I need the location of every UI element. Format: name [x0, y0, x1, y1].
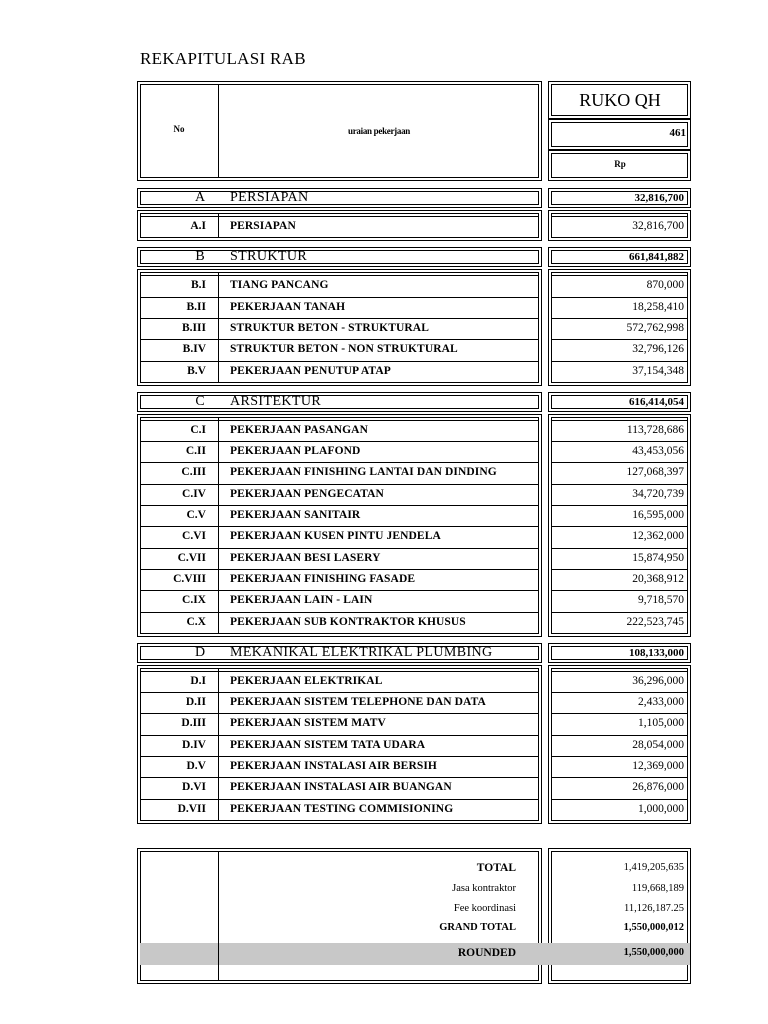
total-label: TOTAL — [476, 862, 516, 874]
row-code: A.I — [190, 220, 206, 232]
row-line — [140, 590, 539, 591]
row-line — [140, 671, 539, 672]
row-value: 43,453,056 — [632, 445, 684, 458]
row-value-line — [551, 590, 688, 591]
row-value-line — [551, 569, 688, 570]
row-name: PEKERJAAN SISTEM TATA UDARA — [230, 738, 426, 751]
row-line — [140, 275, 539, 276]
row-value-line — [551, 339, 688, 340]
row-name: PEKERJAAN PENGECATAN — [230, 487, 384, 500]
section-code: B — [195, 249, 205, 265]
row-value-line — [551, 462, 688, 463]
row-name: PEKERJAAN FINISHING LANTAI DAN DINDING — [230, 466, 497, 479]
section-rows-divider — [218, 272, 219, 383]
row-value: 16,595,000 — [632, 509, 684, 521]
row-value: 37,154,348 — [632, 364, 684, 377]
row-code: C.VI — [182, 530, 206, 543]
row-line — [140, 799, 539, 800]
row-value-line — [551, 318, 688, 319]
row-value: 32,816,700 — [632, 220, 684, 232]
row-value-line — [551, 526, 688, 527]
row-line — [140, 612, 539, 613]
row-value-line — [551, 216, 688, 217]
grand-total-label: GRAND TOTAL — [439, 922, 516, 933]
row-code: B.I — [190, 279, 206, 292]
row-name: PEKERJAAN TANAH — [230, 300, 346, 313]
row-value-line — [551, 612, 688, 613]
row-code: C.I — [190, 423, 206, 436]
grand-total-value: 1,550,000,012 — [623, 922, 684, 933]
row-name: PEKERJAAN ELEKTRIKAL — [230, 674, 383, 687]
row-name: PEKERJAAN INSTALASI AIR BUANGAN — [230, 781, 452, 794]
row-value: 572,762,998 — [626, 321, 684, 334]
jasa-value: 119,668,189 — [631, 883, 684, 894]
row-value-line — [551, 777, 688, 778]
total-value: 1,419,205,635 — [623, 862, 684, 873]
section-name: PERSIAPAN — [230, 190, 309, 205]
row-name: PERSIAPAN — [230, 220, 296, 232]
row-name: PEKERJAAN BESI LASERY — [230, 551, 381, 564]
row-name: PEKERJAAN SISTEM TELEPHONE DAN DATA — [230, 696, 486, 709]
row-code: B.II — [186, 300, 206, 313]
row-name: STRUKTUR BETON - STRUKTURAL — [230, 321, 429, 334]
section-value: 661,841,882 — [629, 251, 684, 264]
section-rows-divider — [218, 417, 219, 634]
row-code: D.I — [190, 674, 206, 687]
row-code: C.VII — [177, 551, 206, 564]
row-code: D.V — [186, 760, 206, 772]
row-line — [140, 569, 539, 570]
row-line — [140, 462, 539, 463]
row-code: C.II — [185, 445, 206, 458]
section-code: C — [195, 393, 205, 409]
section-value: 32,816,700 — [634, 192, 684, 204]
rounded-value: 1,550,000,000 — [623, 947, 684, 958]
row-line — [140, 361, 539, 362]
row-line — [140, 318, 539, 319]
row-name: STRUKTUR BETON - NON STRUKTURAL — [230, 343, 458, 356]
section-value: 108,133,000 — [629, 646, 684, 659]
row-code: B.IV — [182, 343, 206, 356]
row-line — [140, 505, 539, 506]
header-unit: Rp — [614, 159, 626, 169]
row-name: PEKERJAAN LAIN - LAIN — [230, 594, 373, 607]
row-code: D.VI — [182, 781, 206, 794]
row-line — [140, 713, 539, 714]
section-name: STRUKTUR — [230, 249, 308, 265]
header-project-name: RUKO QH — [579, 90, 661, 110]
row-line — [140, 756, 539, 757]
row-value-line — [551, 297, 688, 298]
row-code: C.V — [186, 509, 206, 521]
row-code: D.III — [181, 717, 206, 730]
header-uraian: uraian pekerjaan — [348, 126, 410, 136]
page-title: REKAPITULASI RAB — [140, 49, 306, 68]
row-value: 1,000,000 — [638, 802, 684, 815]
row-line — [140, 777, 539, 778]
row-value-line — [551, 548, 688, 549]
row-line — [140, 420, 539, 421]
row-line — [140, 526, 539, 527]
row-name: PEKERJAAN SANITAIR — [230, 509, 361, 521]
row-line — [140, 735, 539, 736]
row-code: C.X — [186, 615, 206, 628]
row-line — [140, 216, 539, 217]
row-value-line — [551, 671, 688, 672]
row-value: 26,876,000 — [632, 781, 684, 794]
row-value-line — [551, 756, 688, 757]
row-line — [140, 548, 539, 549]
row-value: 36,296,000 — [632, 674, 684, 687]
row-value: 15,874,950 — [632, 551, 684, 564]
row-value: 222,523,745 — [626, 615, 684, 628]
row-code: D.VII — [177, 802, 206, 815]
row-code: D.IV — [182, 738, 206, 751]
row-value-line — [551, 713, 688, 714]
row-code: C.IX — [182, 594, 206, 607]
row-value: 9,718,570 — [638, 594, 684, 607]
row-value: 113,728,686 — [626, 423, 684, 436]
row-name: PEKERJAAN SISTEM MATV — [230, 717, 386, 730]
section-code: A — [194, 190, 206, 205]
row-value-line — [551, 275, 688, 276]
row-name: TIANG PANCANG — [230, 279, 329, 292]
header-volume: 461 — [669, 127, 686, 139]
section-code: D — [194, 644, 206, 660]
row-name: PEKERJAAN PLAFOND — [230, 445, 361, 458]
row-name: PEKERJAAN FINISHING FASADE — [230, 572, 416, 585]
row-code: C.III — [181, 466, 206, 479]
row-code: B.III — [182, 321, 206, 334]
row-value-line — [551, 420, 688, 421]
row-value-line — [551, 692, 688, 693]
header-no: No — [173, 124, 185, 134]
row-value-line — [551, 735, 688, 736]
row-name: PEKERJAAN PENUTUP ATAP — [230, 364, 391, 377]
row-value: 34,720,739 — [632, 487, 684, 500]
section-value: 616,414,054 — [629, 395, 684, 408]
totals-divider — [218, 851, 219, 981]
row-value: 127,068,397 — [626, 466, 684, 479]
jasa-label: Jasa kontraktor — [452, 883, 516, 894]
row-name: PEKERJAAN TESTING COMMISIONING — [230, 802, 454, 815]
row-name: PEKERJAAN SUB KONTRAKTOR KHUSUS — [230, 615, 466, 628]
row-name: PEKERJAAN KUSEN PINTU JENDELA — [230, 530, 441, 543]
row-value: 1,105,000 — [638, 717, 684, 730]
row-code: D.II — [185, 696, 206, 709]
row-name: PEKERJAAN INSTALASI AIR BERSIH — [230, 760, 437, 772]
rounded-label: ROUNDED — [457, 947, 516, 959]
row-value: 2,433,000 — [638, 696, 684, 709]
row-line — [140, 692, 539, 693]
row-value: 20,368,912 — [632, 572, 684, 585]
row-value: 12,362,000 — [632, 530, 684, 543]
row-line — [140, 297, 539, 298]
row-value-line — [551, 799, 688, 800]
row-code: C.VIII — [173, 572, 206, 585]
fee-value: 11,126,187.25 — [624, 903, 684, 914]
row-value-line — [551, 505, 688, 506]
row-value: 870,000 — [646, 279, 684, 292]
row-line — [140, 339, 539, 340]
row-value-line — [551, 484, 688, 485]
section-name: ARSITEKTUR — [230, 393, 322, 409]
row-name: PEKERJAAN PASANGAN — [230, 423, 368, 436]
row-line — [140, 484, 539, 485]
row-code: C.IV — [182, 487, 206, 500]
section-name: MEKANIKAL ELEKTRIKAL PLUMBING — [230, 644, 493, 660]
fee-label: Fee koordinasi — [453, 903, 516, 914]
row-value-line — [551, 441, 688, 442]
row-line — [140, 441, 539, 442]
row-code: B.V — [187, 364, 206, 377]
row-value: 28,054,000 — [632, 738, 684, 751]
row-value: 32,796,126 — [632, 343, 684, 356]
row-value: 12,369,000 — [632, 760, 684, 772]
row-value-line — [551, 361, 688, 362]
row-value: 18,258,410 — [632, 300, 684, 313]
